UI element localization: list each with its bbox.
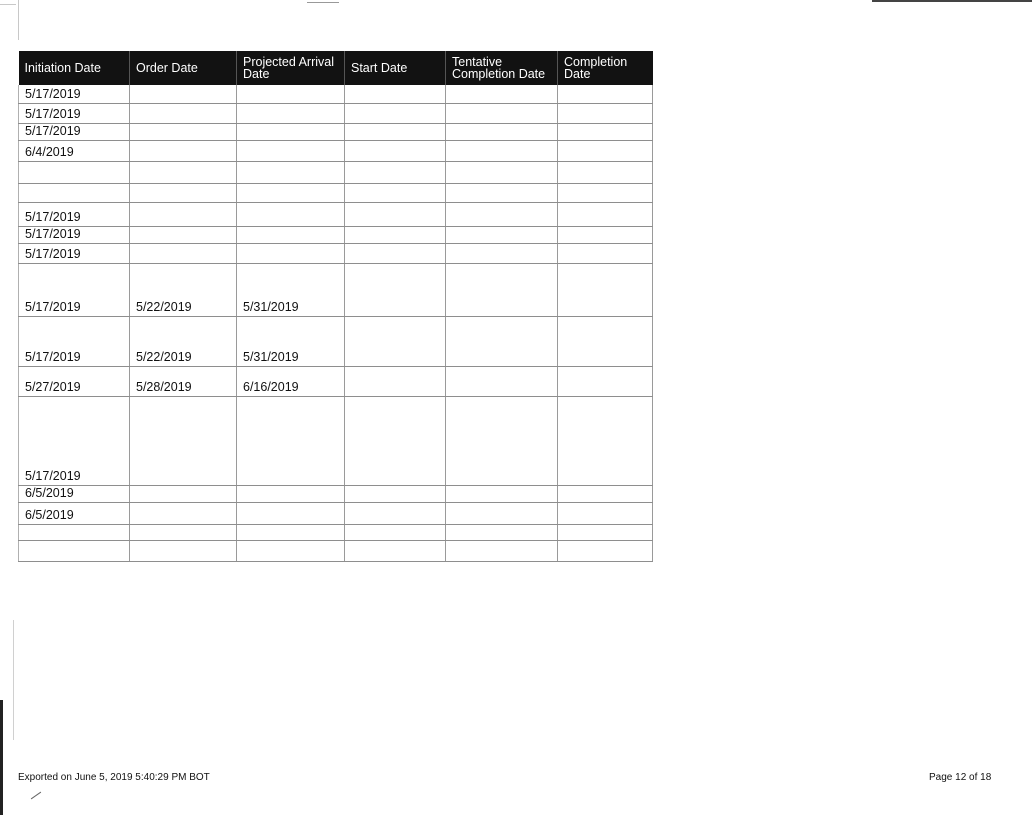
cell-initiation-date: 5/17/2019 xyxy=(19,85,130,103)
cell-tentative-completion-date xyxy=(446,366,558,396)
scan-artifact xyxy=(31,792,41,800)
cell-start-date xyxy=(345,263,446,316)
cell-projected-arrival-date xyxy=(237,202,345,226)
cell-initiation-date xyxy=(19,540,130,561)
cell-start-date xyxy=(345,540,446,561)
cell-order-date xyxy=(130,103,237,123)
cell-tentative-completion-date xyxy=(446,140,558,161)
cell-projected-arrival-date xyxy=(237,103,345,123)
cell-start-date xyxy=(345,103,446,123)
table-row xyxy=(19,161,653,183)
cell-projected-arrival-date: 6/16/2019 xyxy=(237,366,345,396)
cell-completion-date xyxy=(558,485,653,502)
cell-order-date: 5/22/2019 xyxy=(130,263,237,316)
cell-initiation-date: 5/17/2019 xyxy=(19,243,130,263)
cell-tentative-completion-date xyxy=(446,183,558,202)
cell-initiation-date: 6/5/2019 xyxy=(19,502,130,524)
cell-completion-date xyxy=(558,183,653,202)
cell-completion-date xyxy=(558,502,653,524)
cell-projected-arrival-date xyxy=(237,226,345,243)
cell-completion-date xyxy=(558,226,653,243)
cell-tentative-completion-date xyxy=(446,161,558,183)
cell-projected-arrival-date xyxy=(237,123,345,140)
cell-projected-arrival-date xyxy=(237,183,345,202)
cell-initiation-date: 6/5/2019 xyxy=(19,485,130,502)
scan-artifact xyxy=(307,2,339,3)
table-row xyxy=(19,85,653,103)
cell-order-date xyxy=(130,540,237,561)
page-number: Page 12 of 18 xyxy=(929,772,992,783)
cell-initiation-date xyxy=(19,183,130,202)
cell-order-date xyxy=(130,202,237,226)
cell-completion-date xyxy=(558,524,653,540)
table-row xyxy=(19,263,653,316)
cell-tentative-completion-date xyxy=(446,502,558,524)
cell-completion-date xyxy=(558,161,653,183)
cell-completion-date xyxy=(558,396,653,485)
scan-artifact xyxy=(13,620,14,740)
cell-order-date xyxy=(130,161,237,183)
export-timestamp: Exported on June 5, 2019 5:40:29 PM BOT xyxy=(18,772,210,783)
cell-tentative-completion-date xyxy=(446,243,558,263)
cell-start-date xyxy=(345,140,446,161)
cell-projected-arrival-date xyxy=(237,140,345,161)
cell-order-date xyxy=(130,243,237,263)
cell-tentative-completion-date xyxy=(446,202,558,226)
cell-start-date xyxy=(345,85,446,103)
cell-completion-date xyxy=(558,263,653,316)
table-row xyxy=(19,103,653,123)
cell-projected-arrival-date: 5/31/2019 xyxy=(237,263,345,316)
cell-projected-arrival-date xyxy=(237,161,345,183)
cell-projected-arrival-date xyxy=(237,524,345,540)
table-row xyxy=(19,524,653,540)
cell-initiation-date: 5/17/2019 xyxy=(19,396,130,485)
cell-projected-arrival-date: 5/31/2019 xyxy=(237,316,345,366)
cell-start-date xyxy=(345,316,446,366)
cell-completion-date xyxy=(558,123,653,140)
cell-start-date xyxy=(345,243,446,263)
cell-order-date: 5/28/2019 xyxy=(130,366,237,396)
cell-order-date xyxy=(130,502,237,524)
table-row xyxy=(19,396,653,485)
cell-projected-arrival-date xyxy=(237,396,345,485)
cell-tentative-completion-date xyxy=(446,540,558,561)
cell-initiation-date xyxy=(19,524,130,540)
cell-start-date xyxy=(345,396,446,485)
cell-completion-date xyxy=(558,316,653,366)
cell-initiation-date: 6/4/2019 xyxy=(19,140,130,161)
cell-initiation-date: 5/17/2019 xyxy=(19,316,130,366)
table-row xyxy=(19,226,653,243)
table-row xyxy=(19,316,653,366)
cell-completion-date xyxy=(558,103,653,123)
cell-initiation-date: 5/17/2019 xyxy=(19,202,130,226)
cell-tentative-completion-date xyxy=(446,485,558,502)
header-order-date: Order Date xyxy=(130,51,237,85)
cell-order-date xyxy=(130,485,237,502)
header-tentative-completion-date: Tentative Completion Date xyxy=(446,51,558,85)
cell-projected-arrival-date xyxy=(237,485,345,502)
scan-artifact xyxy=(872,0,1032,2)
header-start-date: Start Date xyxy=(345,51,446,85)
cell-start-date xyxy=(345,161,446,183)
cell-order-date xyxy=(130,396,237,485)
cell-start-date xyxy=(345,183,446,202)
cell-completion-date xyxy=(558,243,653,263)
table-row xyxy=(19,202,653,226)
cell-completion-date xyxy=(558,85,653,103)
table-header-row xyxy=(19,51,653,85)
cell-tentative-completion-date xyxy=(446,123,558,140)
cell-initiation-date: 5/17/2019 xyxy=(19,123,130,140)
table-row xyxy=(19,183,653,202)
cell-order-date xyxy=(130,123,237,140)
table-row xyxy=(19,243,653,263)
cell-initiation-date: 5/27/2019 xyxy=(19,366,130,396)
cell-completion-date xyxy=(558,540,653,561)
cell-start-date xyxy=(345,226,446,243)
table-row xyxy=(19,540,653,561)
cell-projected-arrival-date xyxy=(237,243,345,263)
table-row xyxy=(19,485,653,502)
cell-tentative-completion-date xyxy=(446,226,558,243)
header-completion-date: Completion Date xyxy=(558,51,653,85)
cell-tentative-completion-date xyxy=(446,396,558,485)
cell-start-date xyxy=(345,202,446,226)
table-row xyxy=(19,366,653,396)
cell-order-date xyxy=(130,524,237,540)
scan-artifact xyxy=(0,4,16,5)
table-row xyxy=(19,123,653,140)
cell-order-date xyxy=(130,85,237,103)
scan-artifact xyxy=(18,0,19,40)
cell-tentative-completion-date xyxy=(446,103,558,123)
header-projected-arrival-date: Projected Arrival Date xyxy=(237,51,345,85)
cell-completion-date xyxy=(558,202,653,226)
cell-tentative-completion-date xyxy=(446,263,558,316)
cell-order-date xyxy=(130,226,237,243)
cell-projected-arrival-date xyxy=(237,502,345,524)
cell-start-date xyxy=(345,485,446,502)
cell-start-date xyxy=(345,366,446,396)
cell-completion-date xyxy=(558,140,653,161)
cell-order-date xyxy=(130,140,237,161)
cell-projected-arrival-date xyxy=(237,540,345,561)
cell-completion-date xyxy=(558,366,653,396)
cell-tentative-completion-date xyxy=(446,524,558,540)
cell-projected-arrival-date xyxy=(237,85,345,103)
header-initiation-date: Initiation Date xyxy=(19,51,130,85)
cell-order-date: 5/22/2019 xyxy=(130,316,237,366)
table-body xyxy=(19,85,653,561)
cell-start-date xyxy=(345,524,446,540)
cell-order-date xyxy=(130,183,237,202)
cell-tentative-completion-date xyxy=(446,316,558,366)
table-row xyxy=(19,140,653,161)
cell-initiation-date: 5/17/2019 xyxy=(19,226,130,243)
schedule-table xyxy=(18,51,653,562)
cell-initiation-date: 5/17/2019 xyxy=(19,103,130,123)
table-row xyxy=(19,502,653,524)
cell-start-date xyxy=(345,502,446,524)
cell-start-date xyxy=(345,123,446,140)
cell-initiation-date: 5/17/2019 xyxy=(19,263,130,316)
cell-tentative-completion-date xyxy=(446,85,558,103)
scan-artifact xyxy=(0,700,3,815)
cell-initiation-date xyxy=(19,161,130,183)
